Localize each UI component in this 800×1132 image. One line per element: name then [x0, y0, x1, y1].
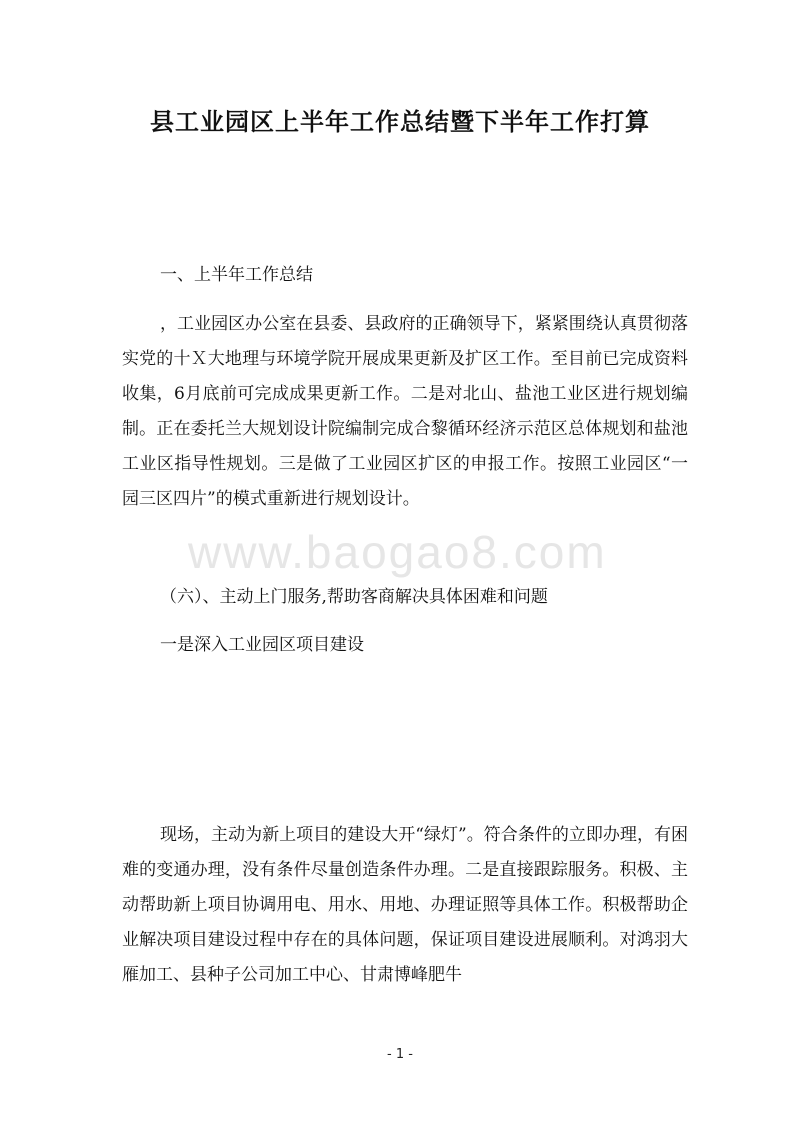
document-title: 县工业园区上半年工作总结暨下半年工作打算 [150, 107, 650, 136]
paragraph-summary: ，工业园区办公室在县委、县政府的正确领导下，紧紧围绕认真贯彻落实党的十Ｘ大地理与环境学院开展成果更新及扩区工作。至目前已完成资料收集，6月底前可完成成果更新工作。二是对北山、盐池工业区进行规划编制。正在委托兰大规划设计院编制完成合黎循环经济示范区总体规划和盐池工业区指导性规划。三是做了工业园区扩区的申报工作。按照工业园区“一园三区四片”的模式重新进行规划设计。 [122, 314, 688, 509]
subheading-service: （六）、主动上门服务,帮助客商解决具体困难和问题 [160, 587, 548, 607]
section-heading: 一、上半年工作总结 [160, 265, 313, 285]
watermark: www.baogao8.com [188, 526, 607, 578]
paragraph-service-detail: 现场，主动为新上项目的建设大开“绿灯”。符合条件的立即办理，有困难的变通办理，没有条件尽量创造条件办理。二是直接跟踪服务。积极、主动帮助新上项目协调用电、用水、用地、办理证照等具体工作。积极帮助企业解决项目建设过程中存在的具体问题，保证项目建设进展顺利。对鸿羽大雁加工、县种子公司加工中心、甘肃博峰肥牛 [122, 825, 688, 985]
subheading-project: 一是深入工业园区项目建设 [160, 635, 364, 655]
page-number: - 1 - [387, 1047, 413, 1062]
